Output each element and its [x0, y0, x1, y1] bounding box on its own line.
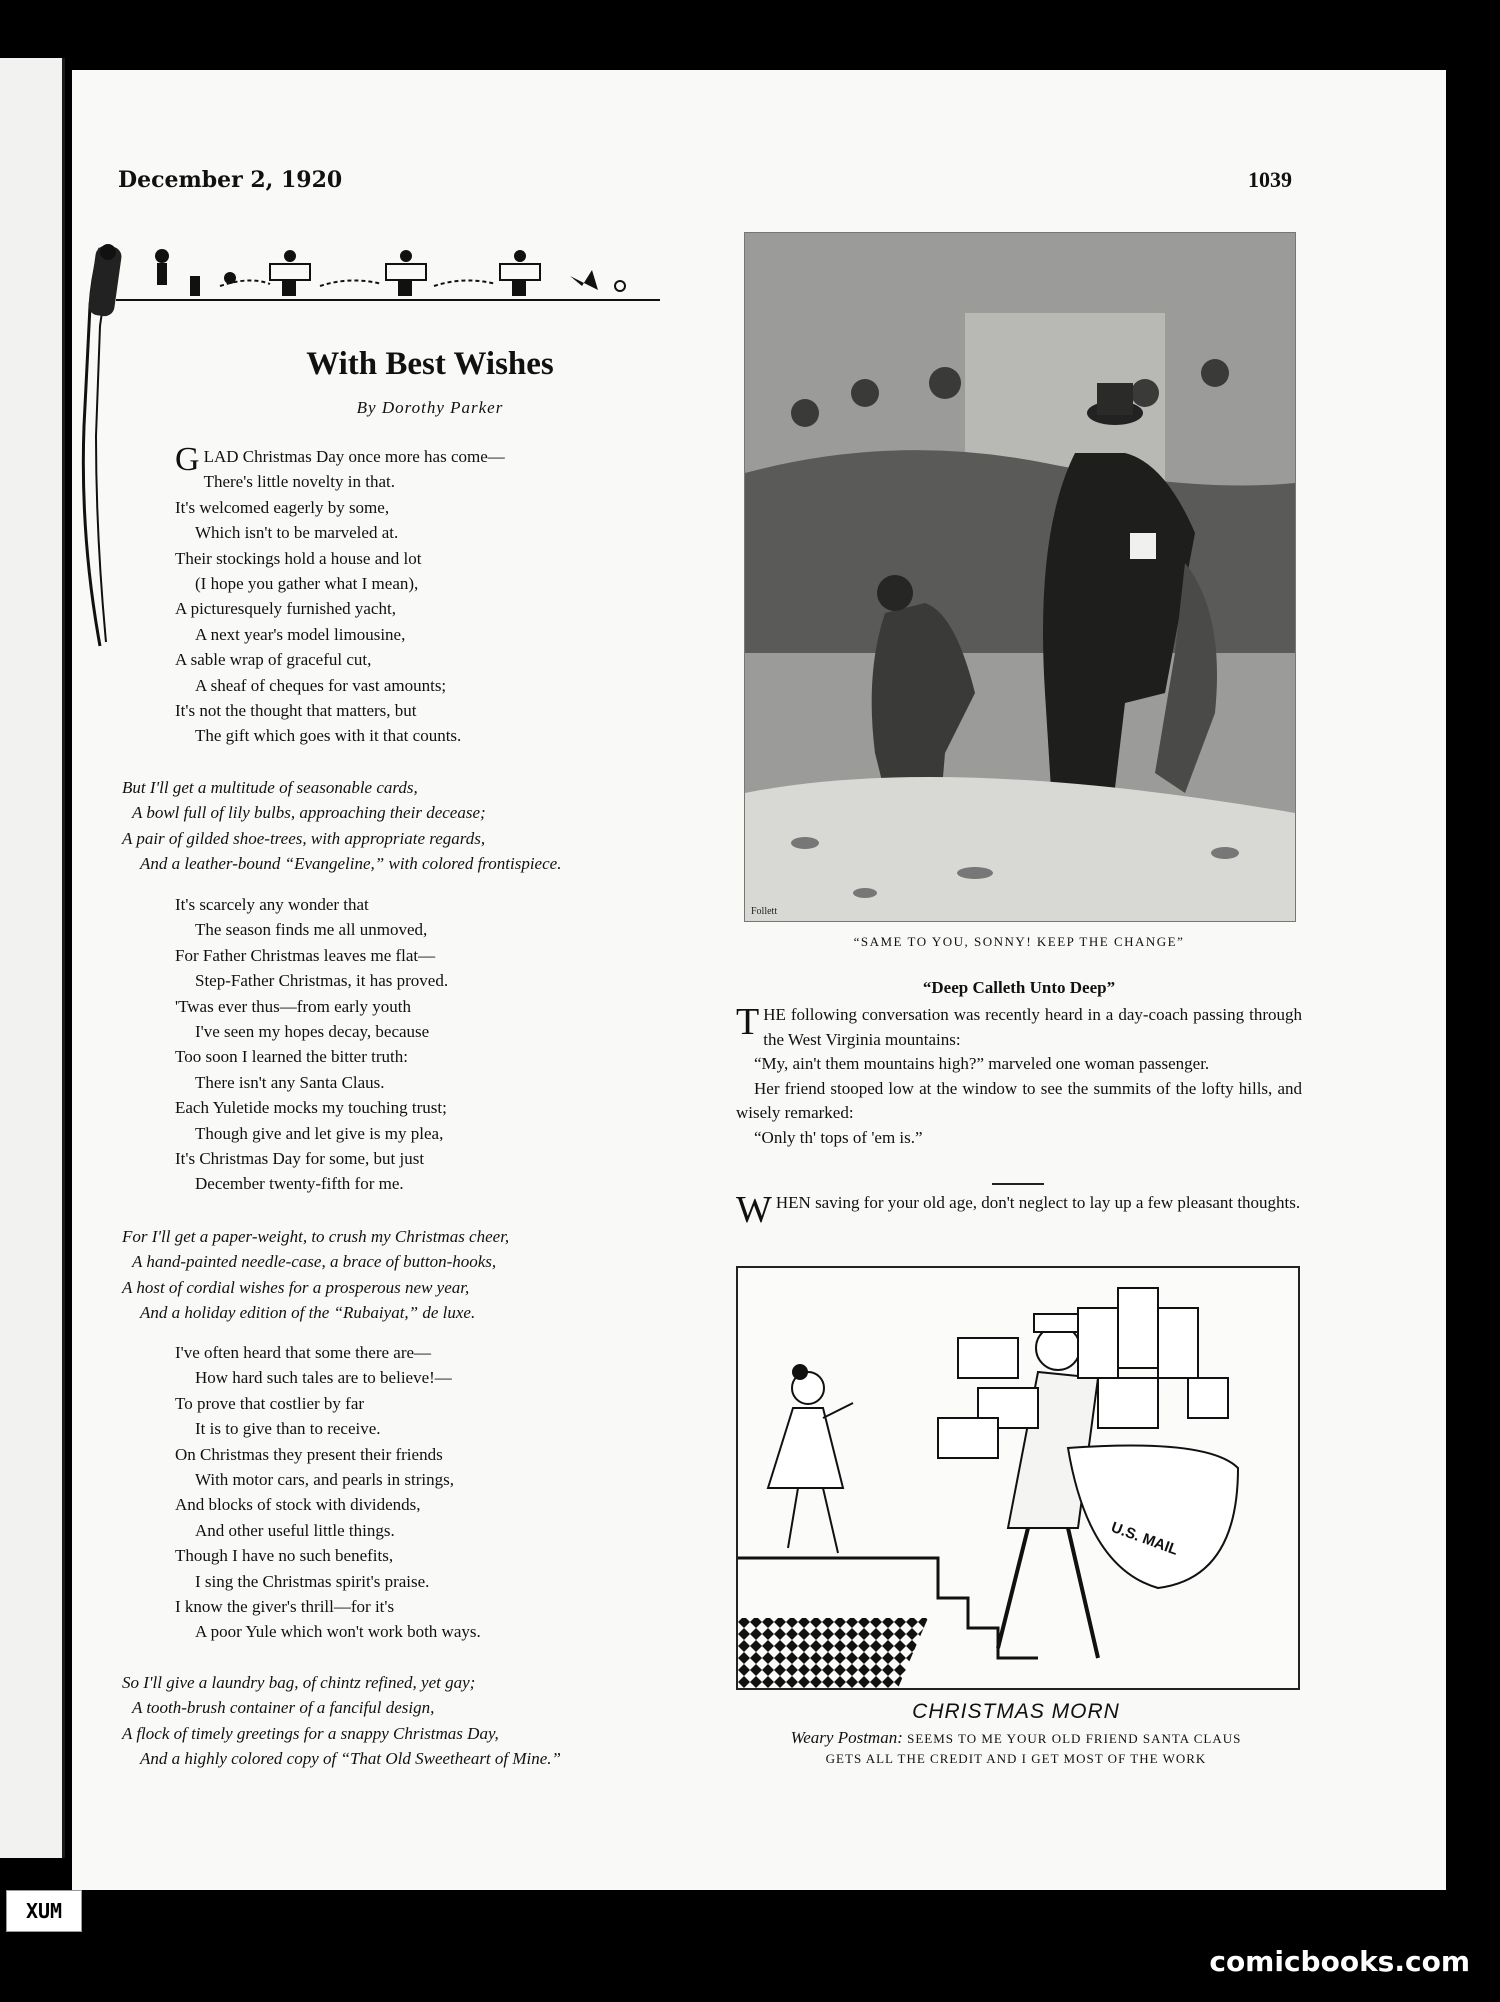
poem-refrain-1	[122, 775, 702, 877]
poem-line: A tooth-brush container of a fanciful design,	[132, 1698, 435, 1718]
poem-line: And other useful little things.	[195, 1520, 395, 1540]
filler-paragraph	[736, 1189, 1302, 1231]
artist-signature: Follett	[751, 906, 778, 917]
poem-line: It's scarcely any wonder that	[175, 895, 369, 914]
poem-line: And blocks of stock with dividends,	[175, 1495, 421, 1515]
archive-stamp: XUM	[6, 1890, 82, 1932]
poem-stanza-2	[175, 892, 695, 1197]
filler-text: HEN saving for your old age, don't neglect to lay up a few pleasant thoughts.	[775, 1193, 1301, 1212]
poem-line: I sing the Christmas spirit's praise.	[195, 1571, 430, 1591]
poem-line: LAD Christmas Day once more has come—	[203, 447, 505, 466]
poem-line: 'Twas ever thus—from early youth	[175, 996, 412, 1016]
story-body	[736, 1003, 1302, 1150]
section-divider	[992, 1183, 1044, 1185]
cartoon-speaker: Weary Postman:	[790, 1728, 903, 1747]
poem-line: Though I have no such benefits,	[175, 1546, 394, 1566]
poem-line: A picturesquely furnished yacht,	[175, 599, 396, 619]
mailbag-label: U.S. MAIL	[1108, 1518, 1181, 1559]
poem-line: And a leather-bound “Evangeline,” with colored frontispiece.	[140, 854, 562, 874]
poem-line: And a holiday edition of the “Rubaiyat,” de luxe.	[140, 1303, 476, 1323]
issue-date: December 2, 1920	[118, 167, 343, 193]
poem-line: It is to give than to receive.	[195, 1419, 381, 1439]
poem-line: Too soon I learned the bitter truth:	[175, 1047, 408, 1067]
poem-line: I know the giver's thrill—for it's	[175, 1597, 395, 1617]
cartoon-caption-line-2: GETS ALL THE CREDIT AND I GET MOST OF THE WORK	[825, 1751, 1207, 1766]
poem-line: A flock of timely greetings for a snappy Christmas Day,	[122, 1723, 499, 1743]
poem-line: For I'll get a paper-weight, to crush my Christmas cheer,	[122, 1227, 510, 1246]
poem-line: On Christmas they present their friends	[175, 1444, 443, 1464]
drop-cap: T	[736, 1001, 760, 1043]
poem-line: Each Yuletide mocks my touching trust;	[175, 1098, 447, 1118]
poem-line: A sheaf of cheques for vast amounts;	[195, 675, 447, 695]
poem-line: For Father Christmas leaves me flat—	[175, 945, 436, 965]
poem-line: So I'll give a laundry bag, of chintz refined, yet gay;	[122, 1673, 476, 1692]
poem-line: I've often heard that some there are—	[175, 1343, 432, 1362]
poem-line: A bowl full of lily bulbs, approaching their decease;	[132, 803, 486, 823]
poem-refrain-3	[122, 1670, 702, 1772]
poem-line: It's welcomed eagerly by some,	[175, 497, 390, 517]
illustration-caption: “SAME TO YOU, SONNY! KEEP THE CHANGE”	[853, 934, 1185, 949]
poem-line: December twenty-fifth for me.	[195, 1174, 404, 1194]
poem-stanza-1	[175, 441, 695, 749]
poem-line: But I'll get a multitude of seasonable cards,	[122, 778, 418, 797]
drop-cap: W	[736, 1189, 772, 1231]
cartoon-drawing	[738, 1268, 1298, 1688]
poem-stanza-3	[175, 1340, 695, 1645]
story-paragraph: Her friend stooped low at the window to see the summits of the lofty hills, and wisely remarked:	[736, 1078, 1302, 1122]
poem-line: To prove that costlier by far	[175, 1393, 365, 1413]
poem-line: A next year's model limousine,	[195, 624, 406, 644]
poem-line: A poor Yule which won't work both ways.	[195, 1622, 481, 1642]
poem-line: A hand-painted needle-case, a brace of button-hooks,	[132, 1252, 497, 1272]
cartoon-title: CHRISTMAS MORN	[912, 1700, 1120, 1723]
site-watermark: comicbooks.com	[1209, 1945, 1470, 1978]
poem-line: The season finds me all unmoved,	[195, 920, 428, 940]
story-paragraph: “Only th' tops of 'em is.”	[754, 1127, 923, 1147]
street-scene-illustration	[744, 232, 1296, 922]
story-paragraph: HE following conversation was recently heard in a day-coach passing through the West Virginia mountains:	[763, 1005, 1302, 1049]
poem-line: The gift which goes with it that counts.	[195, 726, 462, 746]
poem-line: Step-Father Christmas, it has proved.	[195, 971, 449, 991]
poem-byline: By Dorothy Parker	[356, 398, 504, 417]
poem-line: There isn't any Santa Claus.	[195, 1072, 385, 1092]
poem-refrain-2	[122, 1224, 702, 1326]
story-title: “Deep Calleth Unto Deep”	[922, 978, 1116, 997]
postman-cartoon	[736, 1266, 1300, 1690]
poem-line: I've seen my hopes decay, because	[195, 1022, 430, 1042]
poem-line: A sable wrap of graceful cut,	[175, 650, 372, 670]
poem-line: It's Christmas Day for some, but just	[175, 1149, 425, 1169]
cartoon-caption-line-1: SEEMS TO ME YOUR OLD FRIEND SANTA CLAUS	[907, 1731, 1242, 1746]
illustration-drawing	[745, 233, 1295, 921]
page-number: 1039	[1248, 167, 1292, 192]
poem-line: Their stockings hold a house and lot	[175, 548, 422, 568]
drop-cap: G	[175, 441, 200, 478]
poem-line: There's little novelty in that.	[203, 472, 395, 492]
poem-line: How hard such tales are to believe!—	[195, 1368, 452, 1388]
poem-line: A pair of gilded shoe-trees, with appropriate regards,	[122, 828, 486, 848]
facing-page-edge	[0, 58, 65, 1858]
poem-line: And a highly colored copy of “That Old Sweetheart of Mine.”	[140, 1749, 562, 1769]
poem-title: With Best Wishes	[306, 346, 554, 382]
poem-line: Which isn't to be marveled at.	[195, 523, 399, 543]
poem-line: A host of cordial wishes for a prosperous new year,	[122, 1277, 470, 1297]
poem-line: It's not the thought that matters, but	[175, 701, 417, 721]
cartoon-caption	[736, 1728, 1296, 1769]
poem-line: (I hope you gather what I mean),	[195, 574, 419, 594]
story-paragraph: “My, ain't them mountains high?” marveled one woman passenger.	[754, 1054, 1210, 1073]
poem-line: Though give and let give is my plea,	[195, 1123, 444, 1143]
poem-line: With motor cars, and pearls in strings,	[195, 1470, 454, 1490]
